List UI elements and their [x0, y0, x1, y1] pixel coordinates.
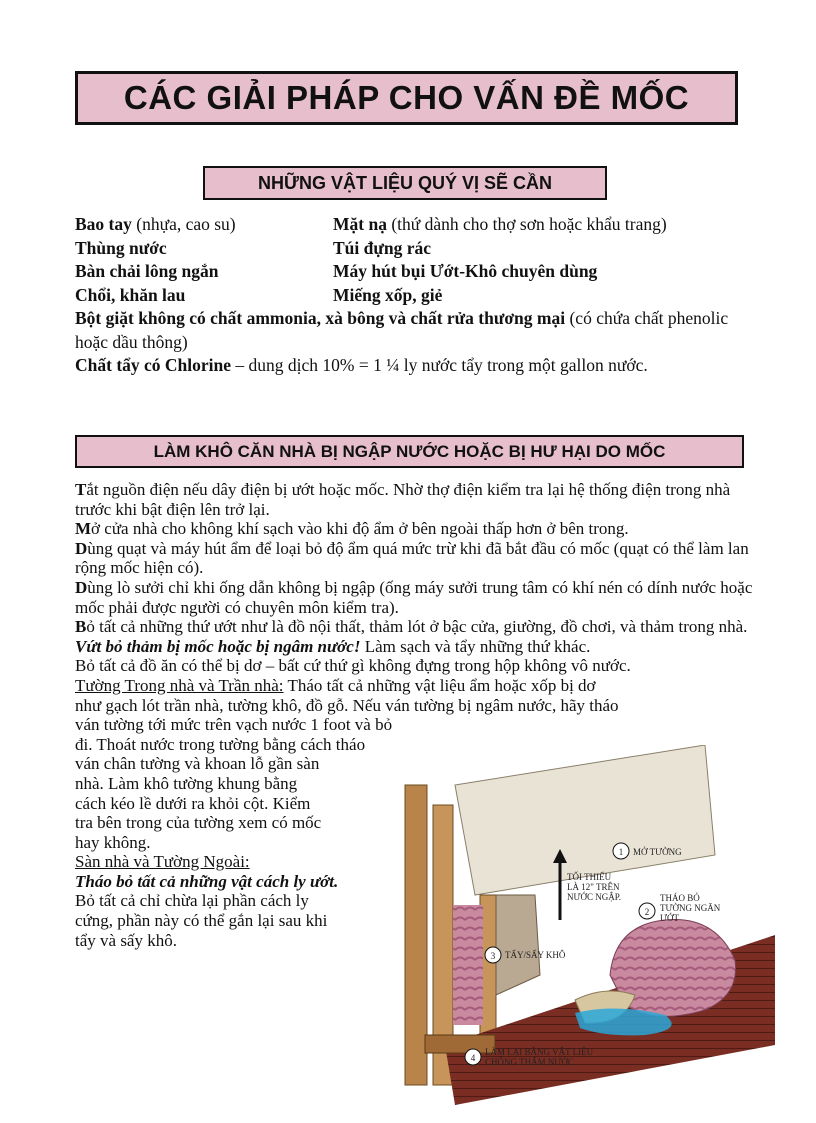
text-line: ván tường tới mức trên vạch nước 1 foot và bỏ [75, 715, 393, 735]
svg-text:CHỐNG THẤM NƯỚC: CHỐNG THẤM NƯỚC [485, 1057, 574, 1067]
materials-heading: NHỮNG VẬT LIỆU QUÝ VỊ SẼ CẦN [203, 166, 607, 200]
page-title-box [75, 71, 738, 125]
text-line: như gạch lót trần nhà, tường khô, đồ gỗ. Nếu ván tường bị ngâm nước, hãy tháo [75, 695, 619, 715]
svg-text:LÀM LẠI BẰNG VẬT LIỆU: LÀM LẠI BẰNG VẬT LIỆU [485, 1047, 594, 1057]
insulation [453, 905, 483, 1025]
item-gloves: Bao tay [75, 214, 132, 234]
text-line: hay không. [75, 832, 151, 852]
svg-text:2: 2 [644, 907, 650, 917]
svg-text:LÀ 12" TRÊN: LÀ 12" TRÊN [567, 882, 620, 892]
svg-text:NƯỚC NGẬP.: NƯỚC NGẬP. [567, 892, 621, 902]
subheading-interior-walls: Tường Trong nhà và Trần nhà: [75, 675, 284, 695]
item-trash-bags: Túi đựng rác [333, 237, 432, 258]
wall-repair-illustration [385, 745, 775, 1105]
stud [405, 785, 427, 1085]
paragraph-walls: Tường Trong nhà và Trần nhà: Tháo tất cả những vật liệu ẩm hoặc xốp bị dơ [75, 675, 596, 695]
item-mop: Chổi, khăn lau [75, 284, 186, 305]
svg-text:TẨY/SẤY KHÔ: TẨY/SẤY KHÔ [505, 950, 566, 960]
paragraph: Bỏ tất cả những thứ ướt như là đồ nội thất, thảm lót ở bậc cửa, giường, đồ chơi, và thảm trong nhà. Vứt bỏ thảm bị mốc hoặc bị ngâm nước! Làm sạch và tẩy những thứ khác. [75, 617, 748, 656]
text-line: cứng, phần này có thể gắn lại sau khi [75, 911, 328, 931]
item-brush: Bàn chải lông ngắn [75, 261, 219, 281]
text-line: đi. Thoát nước trong tường bằng cách tháo [75, 734, 366, 754]
item-sponges: Miếng xốp, giẻ [333, 284, 443, 305]
materials-row [75, 213, 755, 237]
paragraph: Mở cửa nhà cho không khí sạch vào khi độ ẩm ở bên ngoài thấp hơn ở bên trong. [75, 519, 629, 539]
item-wet-dry-vacuum: Máy hút bụi Ướt-Khô chuyên dùng [333, 261, 598, 281]
item-gloves-note: (nhựa, cao su) [131, 214, 236, 234]
svg-text:TỐI THIỂU: TỐI THIỂU [567, 872, 612, 882]
svg-text:1: 1 [618, 847, 624, 857]
svg-text:4: 4 [470, 1053, 476, 1063]
item-mask-note: (thứ dành cho thợ sơn hoặc khẩu trang) [386, 214, 667, 234]
svg-text:3: 3 [490, 951, 496, 961]
paragraph: Bỏ tất cả đồ ăn có thể bị dơ – bất cứ thứ gì không đựng trong hộp không vô nước. [75, 656, 631, 676]
item-detergent: Bột giặt không có chất ammonia, xà bông và chất rửa thương mại (có chứa chất phenolic hoặc dầu thông) [75, 308, 729, 352]
item-bucket: Thùng nước [75, 237, 167, 258]
text-line: Bỏ tất cả chỉ chừa lại phần cách ly [75, 891, 309, 911]
subheading-floors: Sàn nhà và Tường Ngoài: [75, 852, 250, 872]
page-title: CÁC GIẢI PHÁP CHO VẤN ĐỀ MỐC [123, 79, 690, 116]
svg-text:THÁO BỎ: THÁO BỎ [660, 893, 700, 903]
paragraph: Dùng quạt và máy hút ẩm để loại bỏ độ ẩm quá mức trừ khi đã bắt đầu có mốc (quạt có thể làm lan rộng mốc hiện có). [75, 538, 749, 578]
text-line: tẩy và sấy khô. [75, 930, 177, 950]
paragraph: Dùng lò sưởi chỉ khi ống dẫn không bị ngập (ống máy sưởi trung tâm có khí nén có dính nước hoặc mốc phải được người có chuyên môn kiểm tra). [75, 577, 753, 617]
materials-list [75, 213, 755, 378]
svg-text:TƯỜNG NGĂN: TƯỜNG NGĂN [660, 903, 721, 913]
materials-row [75, 260, 755, 284]
paragraph: Tắt nguồn điện nếu dây điện bị ướt hoặc mốc. Nhờ thợ điện kiểm tra lại hệ thống điện trong nhà trước khi bật điện lên trở lại. [75, 480, 731, 519]
materials-row [75, 284, 755, 308]
materials-row [75, 237, 755, 261]
drying-heading: LÀM KHÔ CĂN NHÀ BỊ NGẬP NƯỚC HOẶC BỊ HƯ HẠI DO MỐC [75, 435, 744, 468]
item-mask: Mặt nạ [333, 214, 387, 234]
text-line: nhà. Làm khô tường khung bằng [75, 773, 298, 793]
emphasis-insulation: Tháo bỏ tất cả những vật cách ly ướt. [75, 871, 339, 891]
text-line: cách kéo lề dưới ra khỏi cột. Kiểm [75, 793, 311, 813]
text-line: ván chân tường và khoan lỗ gần sàn [75, 754, 320, 774]
svg-text:MỞ TƯỜNG: MỞ TƯỜNG [633, 847, 682, 857]
item-bleach: Chất tẩy có Chlorine – dung dịch 10% = 1 ¼ ly nước tẩy trong một gallon nước. [75, 355, 648, 375]
text-line: tra bên trong của tường xem có mốc [75, 813, 322, 833]
svg-text:ƯỚT: ƯỚT [660, 913, 679, 923]
